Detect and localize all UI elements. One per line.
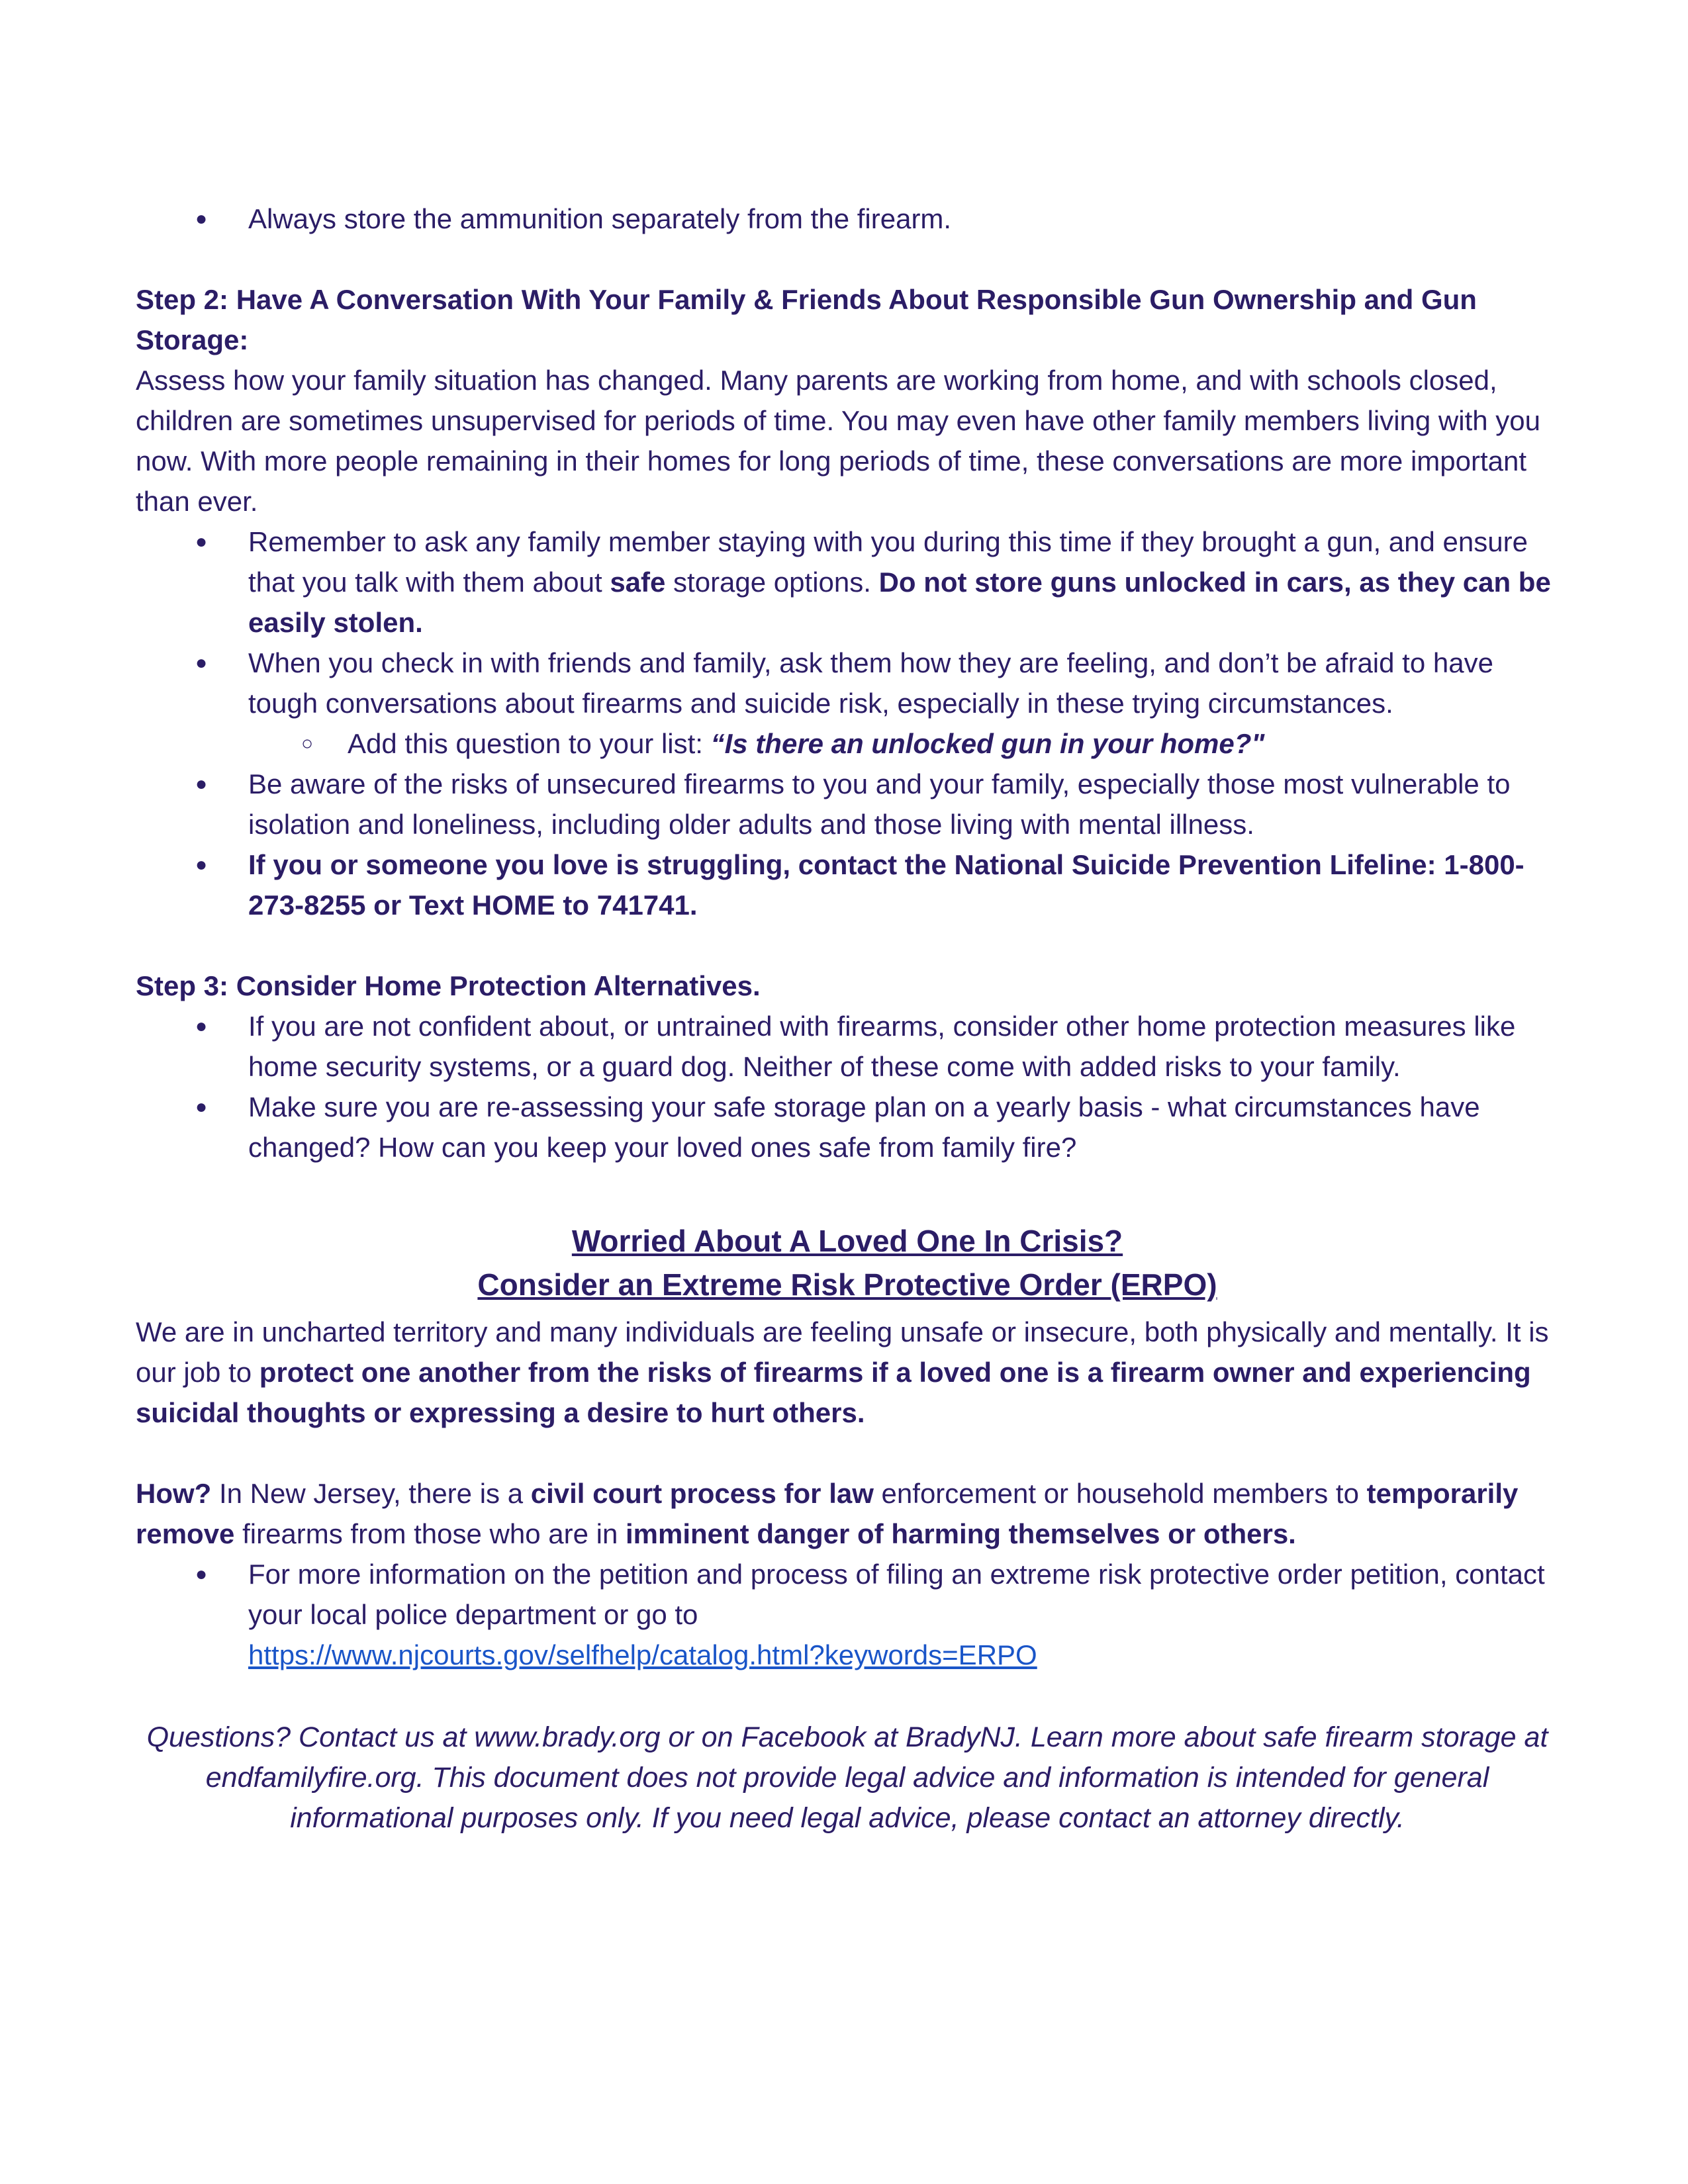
bullet-icon: ●: [195, 773, 208, 795]
circle-bullet-icon: ○: [301, 733, 314, 754]
bullet-icon: ●: [195, 1563, 208, 1585]
bullet-text: Always store the ammunition separately from the firearm.: [248, 203, 952, 234]
list-item: ● For more information on the petition and process of filing an extreme risk protective order petition, contact your local police department or go to https://www.njcourts.gov/selfhelp/catalog.html?keywords=ERPO: [136, 1554, 1559, 1675]
step2-intro: Assess how your family situation has changed. Many parents are working from home, and with schools closed, children are sometimes unsupervised for periods of time. You may even have other family members living with you now. With more people remaining in their homes for long periods of time, these conversations are more important than ever.: [136, 365, 1541, 517]
step2-bullet-list: [136, 522, 1559, 925]
bullet-icon: ●: [195, 208, 208, 230]
list-item: ● If you are not confident about, or untrained with firearms, consider other home protection measures like home security systems, or a guard dog. Neither of these come with added risks to your family.: [136, 1006, 1559, 1087]
erpo-title-line1: Worried About A Loved One In Crisis?: [571, 1224, 1123, 1258]
erpo-link[interactable]: https://www.njcourts.gov/selfhelp/catalog.html?keywords=ERPO: [248, 1639, 1037, 1670]
step3-heading: Step 3: Consider Home Protection Alternatives.: [136, 970, 761, 1001]
bullet-icon: ●: [195, 1015, 208, 1037]
sub-list-item: ○ Add this question to your list: “Is there an unlocked gun in your home?": [248, 723, 1559, 764]
list-item: ● Be aware of the risks of unsecured firearms to you and your family, especially those most vulnerable to isolation and loneliness, including older adults and those living with mental illness.: [136, 764, 1559, 844]
bullet-icon: ●: [195, 531, 208, 553]
bullet-icon: ●: [195, 854, 208, 876]
list-item: ● Make sure you are re-assessing your safe storage plan on a yearly basis - what circumstances have changed? How can you keep your loved ones safe from family fire?: [136, 1087, 1559, 1167]
bullet-icon: ●: [195, 652, 208, 674]
erpo-paragraph-1: We are in uncharted territory and many individuals are feeling unsafe or insecure, both physically and mentally. It is our job to protect one another from the risks of firearms if a loved one is a firearm owner and experiencing suicidal thoughts or expressing a desire to hurt others.: [136, 1316, 1549, 1428]
erpo-title-line2: Consider an Extreme Risk Protective Order (ERPO): [477, 1267, 1217, 1302]
erpo-paragraph-2: How? In New Jersey, there is a civil court process for law enforcement or household members to temporarily remove firearms from those who are in imminent danger of harming themselves or others.: [136, 1478, 1519, 1549]
step3-bullet-list: [136, 1006, 1559, 1167]
list-item: [136, 199, 1559, 239]
top-bullet-list: [136, 199, 1559, 239]
document-page: [136, 199, 1559, 1839]
list-item: ● When you check in with friends and family, ask them how they are feeling, and don’t be afraid to have tough conversations about firearms and suicide risk, especially in these trying circumstances. ○ Add this question to your list: “Is there an unlocked gun in your home?": [136, 643, 1559, 764]
list-item: ● Remember to ask any family member staying with you during this time if they brought a gun, and ensure that you talk with them about safe storage options. Do not store guns unlocked in cars, as they can be easily stolen.: [136, 522, 1559, 643]
bullet-icon: ●: [195, 1096, 208, 1118]
sub-list: [248, 723, 1559, 764]
step2-heading: Step 2: Have A Conversation With Your Family & Friends About Responsible Gun Ownership and Gun Storage:: [136, 284, 1477, 355]
footer-note: Questions? Contact us at www.brady.org or on Facebook at BradyNJ. Learn more about safe firearm storage at endfamilyfire.org. This document does not provide legal advice and information is intended for general informational purposes only. If you need legal advice, please contact an attorney directly.: [146, 1721, 1548, 1834]
erpo-bullet-list: [136, 1554, 1559, 1675]
list-item: ● If you or someone you love is struggling, contact the National Suicide Prevention Lifeline: 1-800-273-8255 or Text HOME to 741741.: [136, 844, 1559, 925]
